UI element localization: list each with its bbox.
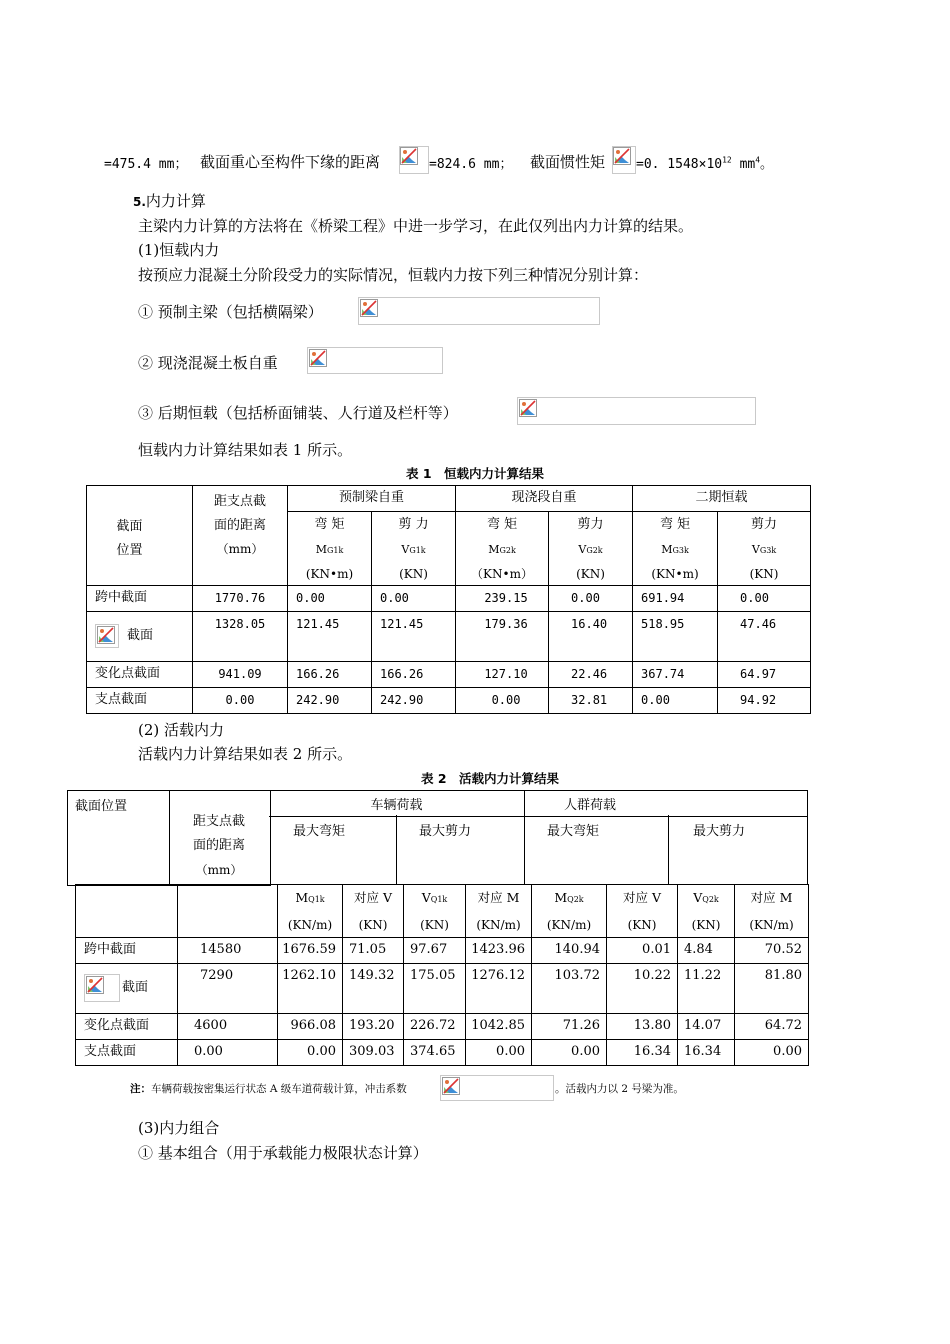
row-label: 支点截面 [76,1040,178,1066]
value-cell: 97.67 [404,938,466,964]
value-cell: 16.40 [549,612,633,662]
distance-cell: 1770.76 [193,586,288,612]
formula-image [358,297,600,325]
distance-cell: 0.00 [193,688,288,714]
list-item: ③ 后期恒载（包括桥面铺装、人行道及栏杆等） [138,404,458,422]
value-cell: 94.92 [718,688,811,714]
list-item: ① 预制主梁（包括横隔梁） [138,303,323,321]
subheader-cell: 剪力 VG3k (KN) [718,512,811,586]
value-cell: 1042.85 [466,1014,532,1040]
subheader-cell: VQ1k (KN) [404,885,466,938]
value-cell: 81.80 [735,964,809,1014]
broken-image-icon [360,299,378,317]
value-cell: 0.00 [718,586,811,612]
paragraph: 恒载内力计算结果如表 1 所示。 [138,441,353,459]
table-row [87,688,811,714]
table-row [76,964,809,1014]
value-cell: 239.15 [456,586,549,612]
row-label: 变化点截面 [87,662,193,688]
table-row [76,938,809,964]
row-label: 截面 [76,964,178,1014]
value-cell: 127.10 [456,662,549,688]
value-cell: 0.00 [532,1040,607,1066]
value-cell: 121.45 [288,612,372,662]
table-row [87,612,811,662]
header-distance: 距支点截 面的距离 （mm） [193,486,288,586]
value-cell: 4.84 [678,938,735,964]
value-cell: 16.34 [678,1040,735,1066]
group-header: 预制梁自重 [288,486,456,512]
table-row [76,1040,809,1066]
value-cell: 0.01 [607,938,678,964]
table-row [87,662,811,688]
value-cell: 16.34 [607,1040,678,1066]
broken-image-icon [86,976,104,994]
row-label: 截面 [87,612,193,662]
value-cell: 166.26 [288,662,372,688]
broken-image-icon [309,349,327,367]
paragraph: 活载内力计算结果如表 2 所示。 [138,745,353,763]
value-cell: 0.00 [735,1040,809,1066]
value-cell: 64.97 [718,662,811,688]
subheader-cell: 弯 矩 MG2k （KN•m） [456,512,549,586]
value-cell: 14.07 [678,1014,735,1040]
subheader-cell: 剪 力 VG1k (KN) [372,512,456,586]
section-heading: 5.内力计算 [133,192,206,210]
value-cell: 0.00 [278,1040,343,1066]
distance-cell: 7290 [178,964,278,1014]
subheader-cell: VQ2k (KN) [678,885,735,938]
value-cell: 121.45 [372,612,456,662]
value-cell: 64.72 [735,1014,809,1040]
subheading: (3)内力组合 [138,1119,220,1137]
equation-fragment: =475.4 mm； [104,157,188,172]
value-cell: 691.94 [633,586,718,612]
live-load-table [75,884,809,1066]
value-cell: 11.22 [678,964,735,1014]
table-caption: 表 2 活载内力计算结果 [420,771,560,786]
broken-image-icon [400,147,418,165]
table-note: 注：车辆荷载按密集运行状态 A 级车道荷载计算，冲击系数 [130,1083,407,1095]
value-cell: 367.74 [633,662,718,688]
equation-fragment: =824.6 mm； [429,157,513,172]
header-position: 截面 位置 [87,486,193,586]
value-cell: 226.72 [404,1014,466,1040]
header-position: 截面位置 [75,799,128,814]
value-cell: 1262.10 [278,964,343,1014]
subheader-cell: MQ1k (KN/m) [278,885,343,938]
equation-fragment: =0. $1548\times 10^{12}$ $mm^4$。 [636,155,774,172]
empty-header-cell [178,885,278,938]
subheader-row [76,885,809,938]
distance-cell: 0.00 [178,1040,278,1066]
value-cell: 0.00 [549,586,633,612]
broken-image-icon [97,626,115,644]
dead-load-table [86,485,811,714]
subheader-cell: 对应 M (KN/m) [735,885,809,938]
text-label: 截面重心至构件下缘的距离 [200,153,381,171]
value-cell: 103.72 [532,964,607,1014]
value-cell: 1676.59 [278,938,343,964]
subheader-cell: 弯 矩 MG3k (KN•m) [633,512,718,586]
distance-cell: 941.09 [193,662,288,688]
broken-image-icon [613,147,631,165]
group-header: 车辆荷载 [370,798,423,813]
paragraph: 按预应力混凝土分阶段受力的实际情况，恒载内力按下列三种情况分别计算： [138,266,649,284]
value-cell: 13.80 [607,1014,678,1040]
table-note-end: 。活载内力以 2 号梁为准。 [555,1083,684,1095]
value-cell: 193.20 [343,1014,404,1040]
value-cell: 0.00 [456,688,549,714]
paragraph: 主梁内力计算的方法将在《桥梁工程》中进一步学习，在此仅列出内力计算的结果。 [138,217,694,235]
value-cell: 22.46 [549,662,633,688]
value-cell: 10.22 [607,964,678,1014]
value-cell: 0.00 [633,688,718,714]
value-cell: 70.52 [735,938,809,964]
subgroup-header: 最大剪力 [693,824,746,839]
value-cell: 175.05 [404,964,466,1014]
value-cell: 0.00 [372,586,456,612]
group-header: 现浇段自重 [456,486,633,512]
subgroup-header: 最大剪力 [419,824,472,839]
text-label: 截面惯性矩 [530,153,606,171]
value-cell: 242.90 [288,688,372,714]
value-cell: 47.46 [718,612,811,662]
distance-cell: 4600 [178,1014,278,1040]
subheader-cell: 对应 M (KN/m) [466,885,532,938]
value-cell: 1276.12 [466,964,532,1014]
row-label: 支点截面 [87,688,193,714]
value-cell: 966.08 [278,1014,343,1040]
value-cell: 179.36 [456,612,549,662]
subheader-cell: MQ2k (KN/m) [532,885,607,938]
subgroup-header: 最大弯矩 [293,824,346,839]
row-label: 跨中截面 [87,586,193,612]
list-item: ① 基本组合（用于承载能力极限状态计算） [138,1144,428,1162]
row-label: 跨中截面 [76,938,178,964]
value-cell: 0.00 [466,1040,532,1066]
live-load-table-header [67,790,808,885]
value-cell: 374.65 [404,1040,466,1066]
list-item: ② 现浇混凝土板自重 [138,354,278,372]
distance-cell: 14580 [178,938,278,964]
subheader-cell: 剪力 VG2k (KN) [549,512,633,586]
value-cell: 242.90 [372,688,456,714]
empty-header-cell [76,885,178,938]
value-cell: 309.03 [343,1040,404,1066]
subheading: (1)恒载内力 [138,241,220,259]
row-label: 变化点截面 [76,1014,178,1040]
value-cell: 0.00 [288,586,372,612]
formula-image [307,347,443,374]
value-cell: 166.26 [372,662,456,688]
value-cell: 1423.96 [466,938,532,964]
group-header: 二期恒载 [633,486,811,512]
broken-image-icon [519,399,537,417]
subheading: (2) 活载内力 [138,721,225,739]
table-row [87,586,811,612]
table-caption: 表 1 恒载内力计算结果 [405,466,545,481]
value-cell: 149.32 [343,964,404,1014]
value-cell: 32.81 [549,688,633,714]
subheader-cell: 对应 V (KN) [343,885,404,938]
value-cell: 140.94 [532,938,607,964]
table-row [76,1014,809,1040]
value-cell: 518.95 [633,612,718,662]
formula-image [517,397,756,425]
subgroup-header: 最大弯矩 [547,824,600,839]
group-header: 人群荷载 [563,798,616,813]
subheader-cell: 对应 V (KN) [607,885,678,938]
subheader-cell: 弯 矩 MG1k (KN•m) [288,512,372,586]
broken-image-icon [442,1077,460,1095]
header-distance: 距支点截 面的距离 （mm） [192,814,245,877]
value-cell: 71.26 [532,1014,607,1040]
value-cell: 71.05 [343,938,404,964]
distance-cell: 1328.05 [193,612,288,662]
